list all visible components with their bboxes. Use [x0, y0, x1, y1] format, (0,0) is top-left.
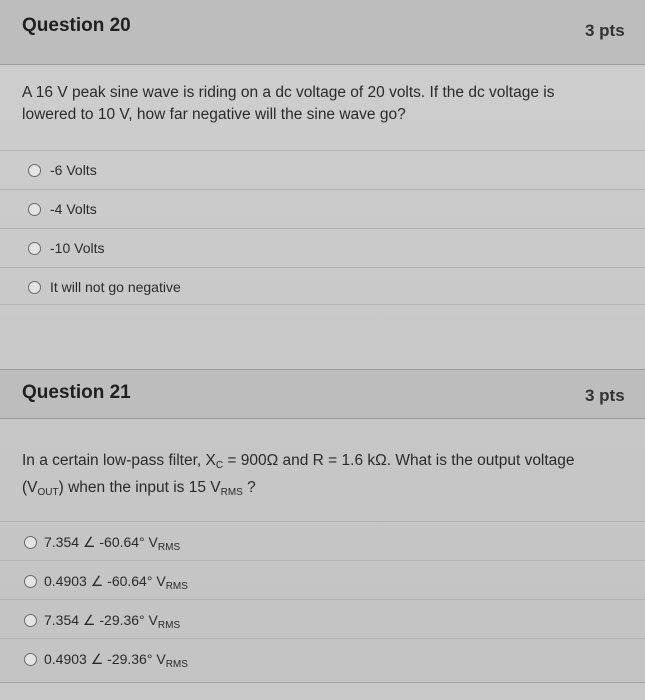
- question-21-text-part: ?: [242, 479, 256, 496]
- q20-option-1-label: -6 Volts: [50, 162, 97, 178]
- option-value: 0.4903 ∠ -60.64° V: [44, 573, 166, 589]
- q20-option-2[interactable]: [0, 189, 645, 227]
- question-20-text-line1: A 16 V peak sine wave is riding on a dc voltage of 20 volts. If the dc voltage is: [22, 84, 555, 101]
- q21-option-3[interactable]: [0, 599, 645, 637]
- option-value: 7.354 ∠ -29.36° V: [44, 612, 158, 628]
- q21-option-3-label: [44, 612, 180, 631]
- q20-option-4-label: It will not go negative: [50, 279, 181, 295]
- option-unit-sub: RMS: [165, 659, 188, 670]
- question-21-text-part: (V: [22, 479, 38, 496]
- radio-button[interactable]: [24, 536, 37, 549]
- question-21-text-sub: OUT: [37, 487, 59, 498]
- q21-option-4[interactable]: [0, 638, 645, 676]
- q20-option-3-label: -10 Volts: [50, 240, 105, 256]
- q21-option-4-label: [44, 651, 188, 670]
- question-20-text-line2: lowered to 10 V, how far negative will the sine wave go?: [22, 106, 406, 123]
- question-21-title: Question 21: [22, 382, 131, 403]
- q21-option-2[interactable]: [0, 560, 645, 598]
- question-21-text-part: ) when the input is 15 V: [58, 479, 221, 496]
- q20-option-1[interactable]: [0, 150, 645, 188]
- q21-option-1[interactable]: [0, 521, 645, 559]
- radio-button[interactable]: [28, 164, 41, 177]
- question-20-points: 3 pts: [585, 21, 625, 40]
- option-unit-sub: RMS: [165, 581, 188, 592]
- q21-option-1-label: [44, 534, 180, 553]
- radio-button[interactable]: [24, 575, 37, 588]
- question-21-text-part: = 900Ω and R = 1.6 kΩ. What is the output voltage: [223, 452, 575, 469]
- question-20-title: Question 20: [22, 15, 131, 36]
- question-20-text: [22, 82, 622, 126]
- radio-button[interactable]: [28, 281, 41, 294]
- radio-button[interactable]: [24, 614, 37, 627]
- question-21-points: 3 pts: [585, 386, 625, 405]
- question-21-text-part: In a certain low-pass filter, X: [22, 452, 216, 469]
- q20-option-4[interactable]: [0, 267, 645, 305]
- q21-option-2-label: [44, 573, 188, 592]
- radio-button[interactable]: [24, 653, 37, 666]
- question-21-text-sub: RMS: [220, 487, 243, 498]
- q20-option-2-label: -4 Volts: [50, 201, 97, 217]
- option-value: 0.4903 ∠ -29.36° V: [44, 651, 166, 667]
- option-value: 7.354 ∠ -60.64° V: [44, 534, 158, 550]
- radio-button[interactable]: [28, 242, 41, 255]
- question-21-text-sub: C: [215, 460, 224, 471]
- option-unit-sub: RMS: [157, 620, 181, 631]
- bottom-divider: [0, 682, 645, 700]
- question-21-text: [22, 450, 632, 504]
- radio-button[interactable]: [28, 203, 41, 216]
- option-unit-sub: RMS: [157, 542, 181, 553]
- q20-option-3[interactable]: [0, 228, 645, 266]
